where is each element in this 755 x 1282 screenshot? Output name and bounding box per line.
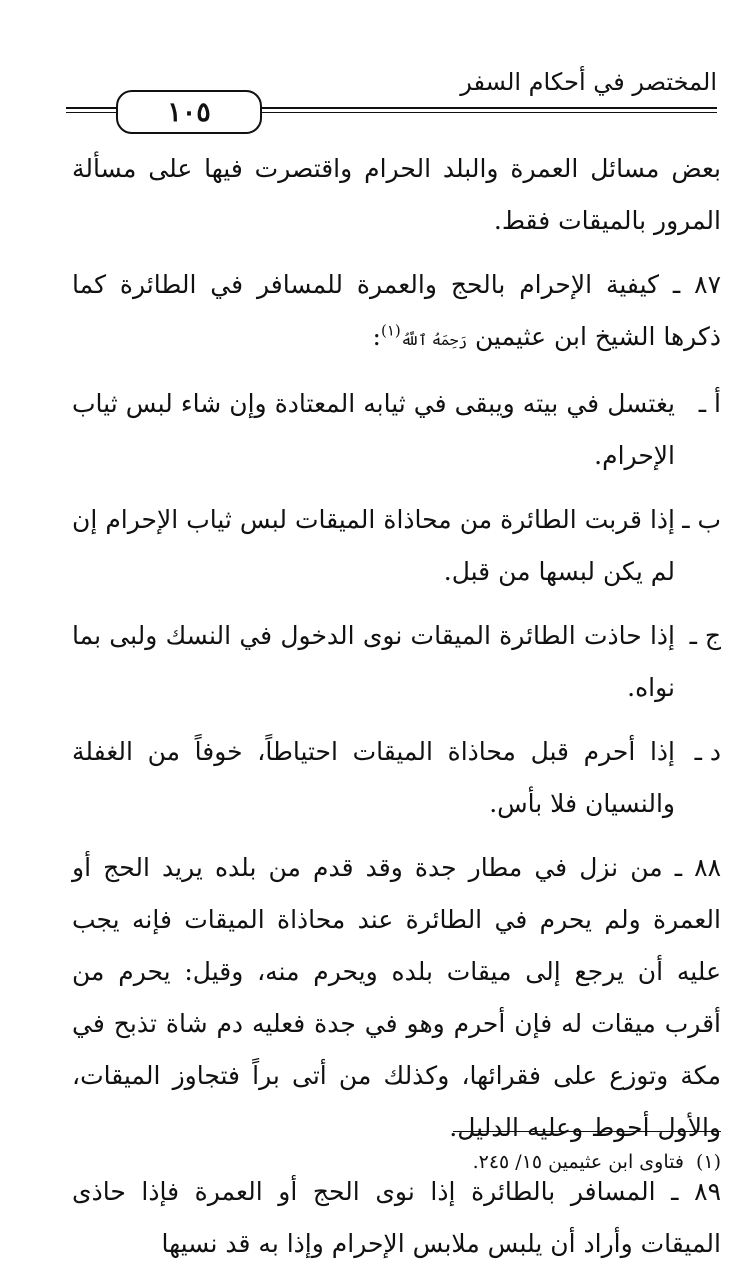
list-item-text: إذا أحرم قبل محاذاة الميقات احتياطاً، خوفاً من الغفلة والنسيان فلا بأس. — [72, 737, 675, 818]
page-body — [72, 143, 721, 1282]
list-item-marker: أ ـ — [698, 389, 721, 418]
paragraph-88: ٨٨ ـ من نزل في مطار جدة وقد قدم من بلده يريد الحج أو العمرة ولم يحرم في الطائرة عند محاذاة الميقات فإنه يجب عليه أن يرجع إلى ميقات بلده ويحرم منه، وقيل: يحرم من أقرب ميقات له فإن أحرم وهو في جدة فعليه دم شاة تذبح في مكة وتوزع على فقرائها، وكذلك من أتى براً فتجاوز الميقات، والأول أحوط وعليه الدليل. — [72, 853, 721, 1142]
footnote-separator — [453, 1131, 721, 1132]
honorific-text: رَحِمَهُ ٱللَّهُ — [400, 331, 468, 349]
footnote — [72, 1146, 721, 1178]
paragraph-89: ٨٩ ـ المسافر بالطائرة إذا نوى الحج أو العمرة فإذا حاذى الميقات وأراد أن يلبس ملابس الإحرام وإذا به قد نسيها — [72, 1177, 721, 1258]
list-item-marker: ج ـ — [689, 621, 721, 650]
list-item-text: إذا قربت الطائرة من محاذاة الميقات لبس ثياب الإحرام إن لم يكن لبسها من قبل. — [72, 505, 675, 586]
list-item-marker: د ـ — [694, 737, 721, 766]
running-title: المختصر في أحكام السفر — [460, 68, 717, 96]
list-item — [72, 726, 721, 830]
footnote-text: فتاوى ابن عثيمين ١٥/ ٢٤٥. — [472, 1151, 684, 1173]
paragraph-87-colon: : — [372, 322, 381, 351]
footnote-marker: (١) — [695, 1151, 721, 1173]
list-item — [72, 610, 721, 714]
list-item-marker: ب ـ — [682, 505, 721, 534]
list-item-text: يغتسل في بيته ويبقى في ثيابه المعتادة وإن شاء لبس ثياب الإحرام. — [72, 389, 675, 470]
list-item — [72, 494, 721, 598]
page-header — [66, 66, 717, 130]
paragraph-87 — [72, 259, 721, 366]
footnote-reference[interactable]: (١) — [380, 321, 401, 340]
list-item — [72, 378, 721, 482]
list-item-text: إذا حاذت الطائرة الميقات نوى الدخول في النسك ولبى بما نواه. — [72, 621, 675, 702]
paragraph-87-text: ٨٧ ـ كيفية الإحرام بالحج والعمرة للمسافر في الطائرة كما ذكرها الشيخ ابن عثيمين — [72, 270, 721, 351]
paragraph-intro: بعض مسائل العمرة والبلد الحرام واقتصرت فيها على مسألة المرور بالميقات فقط. — [72, 154, 721, 235]
page-number: ١٠٥ — [116, 90, 262, 134]
